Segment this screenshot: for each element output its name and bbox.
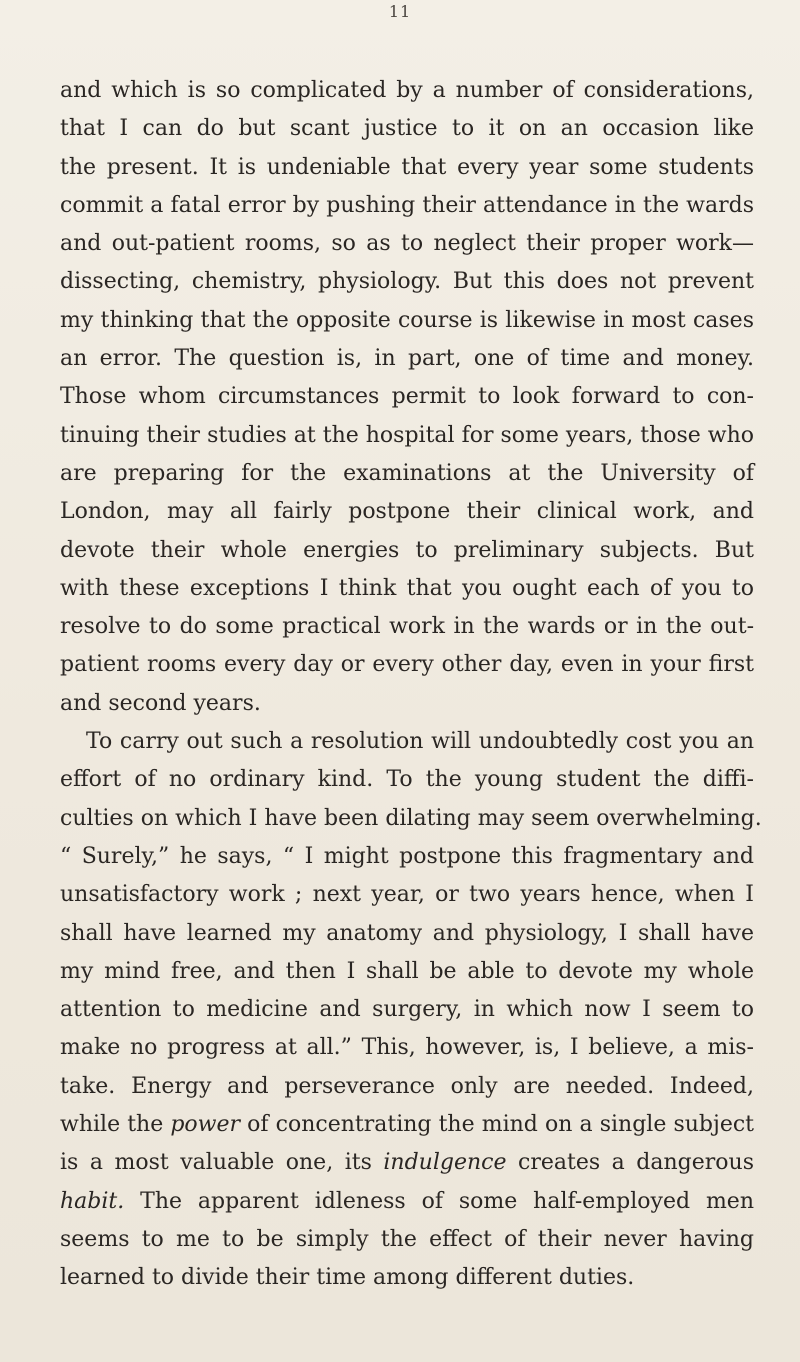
page-number: 11 bbox=[388, 2, 412, 21]
text-line: unsatisfactory work ; next year, or two years hence, when I bbox=[60, 882, 754, 908]
text-line-with-italic bbox=[60, 1106, 754, 1144]
text-line-with-italic bbox=[60, 1144, 754, 1182]
text-line: take. Energy and perseverance only are needed. Indeed, bbox=[60, 1073, 754, 1099]
text-line: dissecting, chemistry, physiology. But this does not prevent bbox=[60, 269, 754, 295]
text-line: with these exceptions I think that you ought each of you to bbox=[60, 575, 754, 601]
body-text bbox=[60, 72, 762, 1298]
paragraph-start-line: To carry out such a resolution will undoubtedly cost you an bbox=[86, 729, 754, 755]
text-line: and which is so complicated by a number of considerations, bbox=[60, 78, 754, 103]
text-line: attention to medicine and surgery, in which now I seem to bbox=[60, 997, 754, 1023]
text-line: shall have learned my anatomy and physiology, I shall have bbox=[60, 920, 754, 946]
text-line: patient rooms every day or every other day, even in your first bbox=[60, 652, 754, 678]
paragraph-end-line: learned to divide their time among different duties. bbox=[60, 1265, 635, 1291]
text-line: an error. The question is, in part, one of time and money. bbox=[60, 346, 754, 372]
text-segment: is a most valuable one, its bbox=[60, 1150, 384, 1176]
text-line: the present. It is undeniable that every year some students bbox=[60, 154, 754, 180]
text-line: “ Surely,” he says, “ I might postpone this fragmentary and bbox=[60, 843, 754, 869]
italic-word-power: power bbox=[170, 1112, 241, 1138]
text-line: seems to me to be simply the effect of their never having bbox=[60, 1226, 754, 1252]
text-segment: The apparent idleness of some half-employed men bbox=[124, 1188, 754, 1214]
text-segment: while the bbox=[60, 1112, 171, 1138]
text-line: London, may all fairly postpone their clinical work, and bbox=[60, 499, 754, 525]
text-line: my thinking that the opposite course is likewise in most cases bbox=[60, 307, 754, 333]
paragraph-end-line: and second years. bbox=[60, 690, 261, 716]
text-line: commit a fatal error by pushing their attendance in the wards bbox=[60, 192, 754, 218]
text-line: effort of no ordinary kind. To the young student the diffi- bbox=[60, 767, 754, 793]
text-line: resolve to do some practical work in the wards or in the out- bbox=[60, 614, 754, 640]
text-segment: of concentrating the mind on a single subject bbox=[240, 1112, 755, 1138]
text-line: that I can do but scant justice to it on an occasion like bbox=[60, 116, 754, 142]
text-line: my mind free, and then I shall be able to devote my whole bbox=[60, 958, 754, 984]
text-line: make no progress at all.” This, however, is, I believe, a mis- bbox=[60, 1035, 754, 1061]
text-line: tinuing their studies at the hospital for some years, those who bbox=[60, 422, 755, 448]
text-line: Those whom circumstances permit to look forward to con- bbox=[60, 384, 754, 410]
italic-word-indulgence: indulgence bbox=[383, 1150, 507, 1176]
text-line-with-italic bbox=[60, 1183, 754, 1221]
text-line: are preparing for the examinations at the University of bbox=[60, 460, 754, 486]
text-line: and out-patient rooms, so as to neglect their proper work— bbox=[60, 231, 754, 257]
text-line: culties on which I have been dilating may seem overwhelming. bbox=[60, 805, 762, 831]
italic-word-habit: habit. bbox=[60, 1188, 125, 1214]
text-segment: creates a dangerous bbox=[506, 1150, 754, 1176]
text-line: devote their whole energies to preliminary subjects. But bbox=[60, 537, 754, 563]
